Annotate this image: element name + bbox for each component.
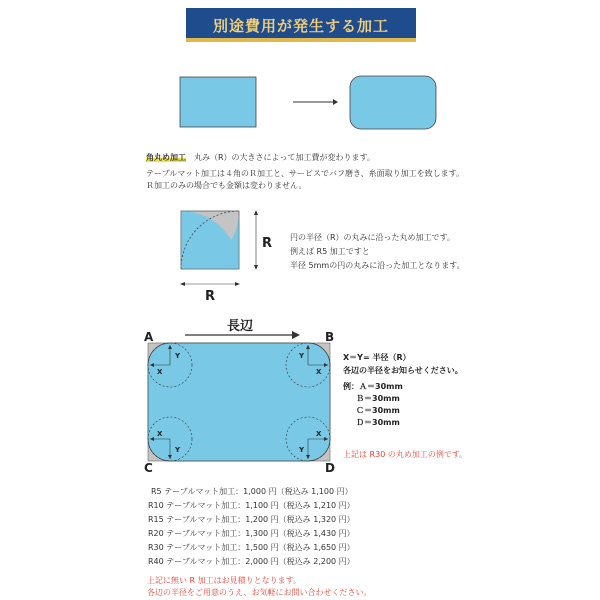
dim-c-x: X (157, 430, 163, 438)
dim-d-x: X (316, 430, 322, 438)
dim-b-y: Y (299, 352, 305, 360)
r-label-bottom: R (205, 289, 216, 304)
r-dim-vertical-arrow-bottom (254, 265, 258, 270)
round-processing-line3: Ｒ加工のみの場合でも金額は変わりません。 (146, 181, 307, 190)
price-r10: R10 テーブルマット加工：1,100 円（税込み 1,210 円） (148, 501, 355, 510)
r30-note: 上記は R30 の丸め加工の例です。 (343, 450, 468, 459)
corner-label-a: A (144, 330, 154, 344)
example-c: Ｃ＝30mm (356, 406, 400, 415)
r-label-side: R (262, 236, 273, 251)
square-rect (180, 77, 256, 127)
r-desc-line3: 半径 5mmの円の丸みに沿った加工となります。 (290, 261, 465, 270)
r-dim-horizontal-arrow-right (235, 282, 240, 286)
dim-b-x: X (316, 368, 322, 376)
price-r20: R20 テーブルマット加工：1,300 円（税込み 1,430 円） (148, 529, 355, 538)
xy-formula: X＝Y= 半径（R） (343, 353, 411, 362)
corner-label-d: D (325, 461, 335, 475)
corner-label-c: C (144, 461, 153, 475)
price-r15: R15 テーブルマット加工：1,200 円（税込み 1,320 円） (148, 515, 355, 524)
r-desc-line1: 円の半径（R）の丸みに沿った丸め加工です。 (290, 233, 455, 242)
r-dim-vertical-arrow-top (254, 210, 258, 215)
long-side-label: 長辺 (227, 319, 254, 334)
dim-c-y: Y (175, 446, 181, 454)
footer-note-1: 上記に無い R 加工はお見積りとなります。 (147, 576, 302, 585)
price-r5: R5 テーブルマット加工：1,000 円（税込み 1,100 円） (151, 487, 353, 496)
r-desc-line2: 例えば R5 加工ですと (290, 247, 370, 256)
long-side-arrow-head (292, 331, 300, 339)
radius-instruction: 各辺の半径をお知らせください。 (343, 366, 463, 375)
dim-a-y: Y (175, 352, 181, 360)
page-title: 別途費用が発生する加工 (212, 17, 389, 35)
r-dim-horizontal-arrow-left (180, 282, 185, 286)
price-r30: R30 テーブルマット加工：1,500 円（税込み 1,650 円） (148, 543, 355, 552)
round-processing-line2: テーブルマット加工は４角のＲ加工と、サービスでバフ磨き、糸面取り加工を致します。 (146, 169, 464, 178)
price-r40: R40 テーブルマット加工：2,000 円（税込み 2,200 円） (148, 557, 355, 566)
example-d: Ｄ＝30mm (356, 418, 400, 427)
dim-d-y: Y (299, 446, 305, 454)
round-processing-highlight: 角丸め加工 (146, 153, 186, 162)
example-b: Ｂ＝30mm (356, 394, 400, 403)
transform-arrow-head (333, 99, 338, 105)
round-processing-line1 (146, 152, 375, 164)
dim-a-x: X (157, 368, 163, 376)
example-a: 例：Ａ＝30mm (343, 382, 403, 391)
corner-label-b: B (325, 330, 335, 344)
footer-note-2: 各辺の半径をご用意のうえ、お気軽にお問い合わせください。 (147, 588, 372, 597)
round-processing-line1-rest: 丸み（R）の大きさによって加工費が変わります。 (186, 153, 375, 162)
rounded-rect (350, 76, 436, 129)
